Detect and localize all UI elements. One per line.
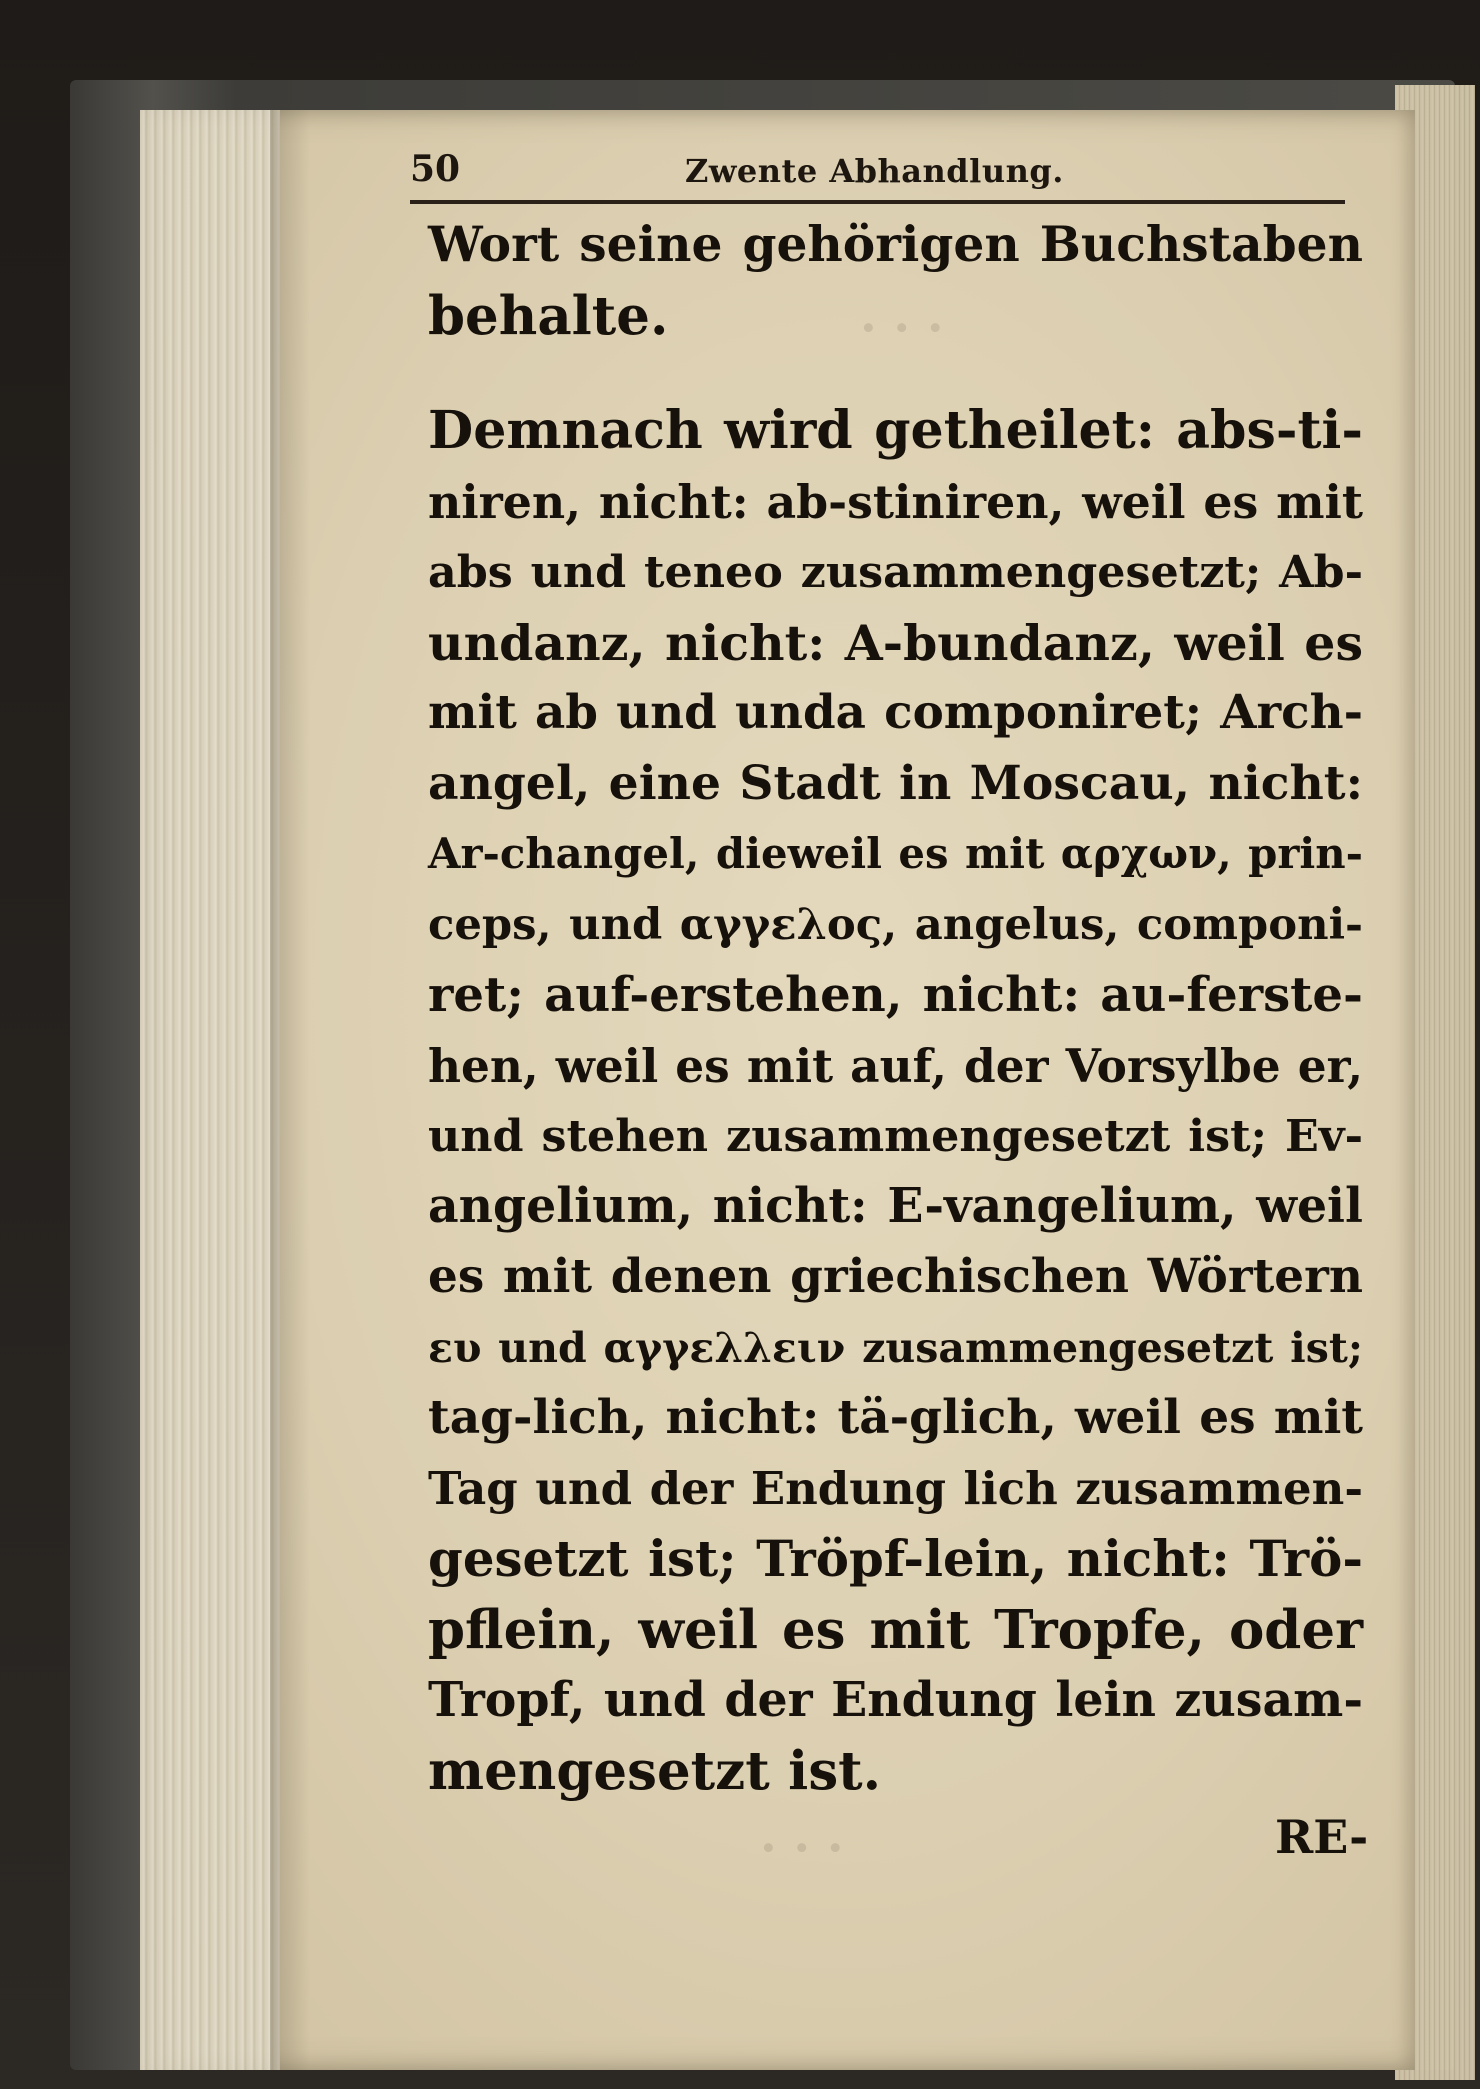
- text-line: abs und teneo zusammengesetzt; Ab-: [428, 546, 1363, 598]
- text-line: Tropf, und der Endung lein zusam-: [428, 1672, 1363, 1728]
- text-line: hen, weil es mit auf, der Vorsylbe er,: [428, 1038, 1363, 1093]
- text-line: gesetzt ist; Tröpf-lein, nicht: Trö-: [428, 1529, 1363, 1588]
- text-line: Wort seine gehörigen Buchstaben: [428, 216, 1363, 273]
- text-line: es mit denen griechischen Wörtern: [428, 1249, 1363, 1304]
- catchword: RE-: [1275, 1810, 1369, 1864]
- gutter-shadow: [270, 110, 310, 2070]
- text-line: angel, eine Stadt in Moscau, nicht:: [428, 755, 1363, 811]
- text-line: mit ab und unda componiret; Arch-: [428, 685, 1363, 740]
- page-gutter: [140, 110, 280, 2070]
- header-rule: [410, 200, 1345, 204]
- page-header: [410, 148, 1345, 198]
- text-line: ευ und αγγελλειν zusammengesetzt ist;: [428, 1322, 1363, 1372]
- text-line: mengesetzt ist.: [428, 1739, 882, 1802]
- text-line: ret; auf-erstehen, nicht: au-ferste-: [428, 967, 1363, 1023]
- text-line: pflein, weil es mit Tropfe, oder: [428, 1598, 1363, 1661]
- text-line: ceps, und αγγελος, angelus, componi-: [428, 898, 1363, 950]
- text-line: behalte.: [428, 284, 669, 347]
- text-line: Tag und der Endung lich zusammen-: [428, 1461, 1363, 1515]
- paragraph-gap: [428, 351, 1363, 396]
- show-through-mark: · · ·: [760, 1820, 844, 1876]
- body-text: [428, 210, 1363, 1806]
- running-head: Zwente Abhandlung.: [685, 152, 1064, 190]
- text-line: angelium, nicht: E-vangelium, weil: [428, 1178, 1363, 1234]
- text-line: Ar-changel, dieweil es mit αρχων, prin-: [428, 829, 1363, 878]
- text-line: undanz, nicht: A-bundanz, weil es: [428, 613, 1363, 672]
- text-line: tag-lich, nicht: tä-glich, weil es mit: [428, 1390, 1363, 1445]
- text-line: Demnach wird getheilet: abs-ti-: [428, 400, 1363, 461]
- page-number: 50: [410, 148, 461, 190]
- text-line: niren, nicht: ab-stiniren, weil es mit: [428, 474, 1363, 529]
- text-line: und stehen zusammengesetzt ist; Ev-: [428, 1110, 1363, 1162]
- show-through-mark: · · ·: [860, 300, 944, 356]
